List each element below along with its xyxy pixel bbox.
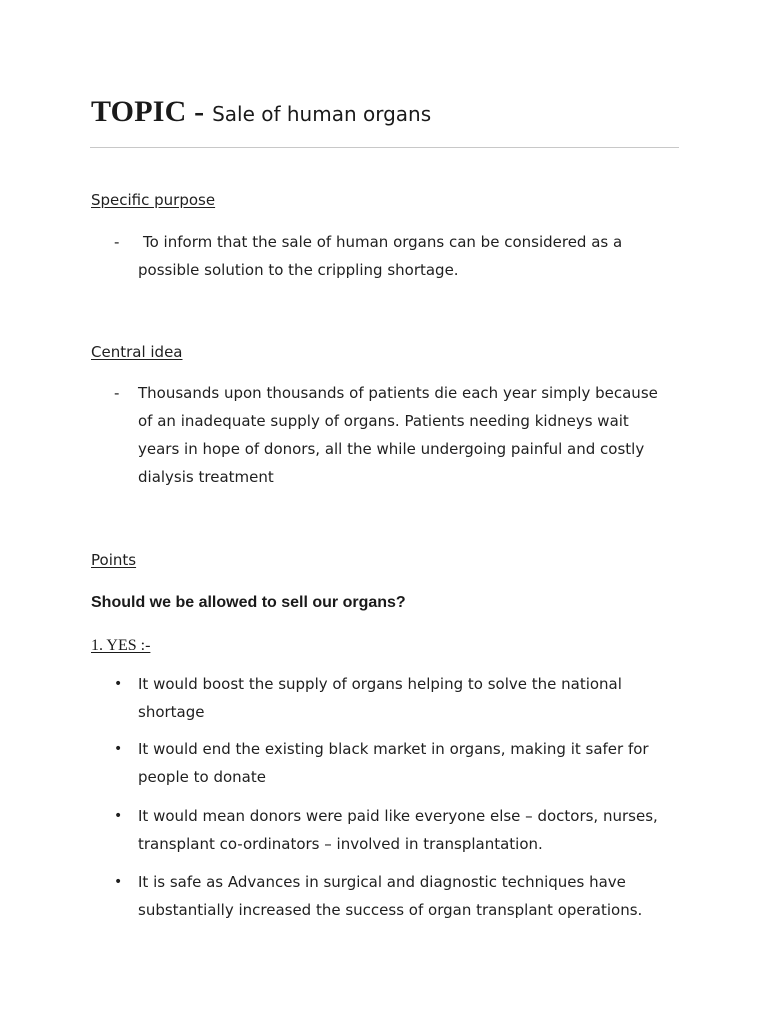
central-idea-item — [114, 379, 674, 491]
list-item-text: It would end the existing black market in organs, making it safer for people to donate — [138, 740, 649, 786]
central-idea-text: Thousands upon thousands of patients die each year simply because of an inadequate supply of organs. Patients needing kidneys wait years in hope of donors, all the while undergoing painful and costly dialysis treatment — [138, 384, 658, 486]
specific-purpose-item — [114, 228, 674, 284]
bullet-icon: • — [114, 676, 123, 692]
bullet-icon: • — [114, 808, 123, 824]
specific-purpose-heading: Specific purpose — [91, 191, 216, 209]
list-item — [114, 670, 674, 726]
dash-marker: - — [114, 384, 120, 402]
list-item-text: It would boost the supply of organs helping to solve the national shortage — [138, 675, 622, 721]
title-divider — [90, 147, 679, 148]
bullet-icon: • — [114, 741, 123, 757]
list-item-text: It would mean donors were paid like everyone else – doctors, nurses, transplant co-ordinators – involved in transplantation. — [138, 807, 658, 853]
list-item — [114, 868, 674, 924]
bullet-icon: • — [114, 874, 123, 890]
points-heading: Points — [91, 551, 137, 569]
list-item-text: It is safe as Advances in surgical and diagnostic techniques have substantially increased the success of organ transplant operations. — [138, 873, 643, 919]
title-subject: Sale of human organs — [212, 102, 432, 126]
page-title — [91, 88, 431, 136]
yes-heading: 1. YES :- — [91, 637, 151, 654]
title-topic-label: TOPIC - — [91, 95, 213, 128]
dash-marker: - — [114, 233, 120, 251]
list-item — [114, 802, 674, 858]
central-idea-heading: Central idea — [91, 343, 183, 361]
specific-purpose-text: To inform that the sale of human organs can be considered as a possible solution to the crippling shortage. — [138, 233, 623, 279]
list-item — [114, 735, 674, 791]
points-question: Should we be allowed to sell our organs? — [91, 594, 406, 611]
